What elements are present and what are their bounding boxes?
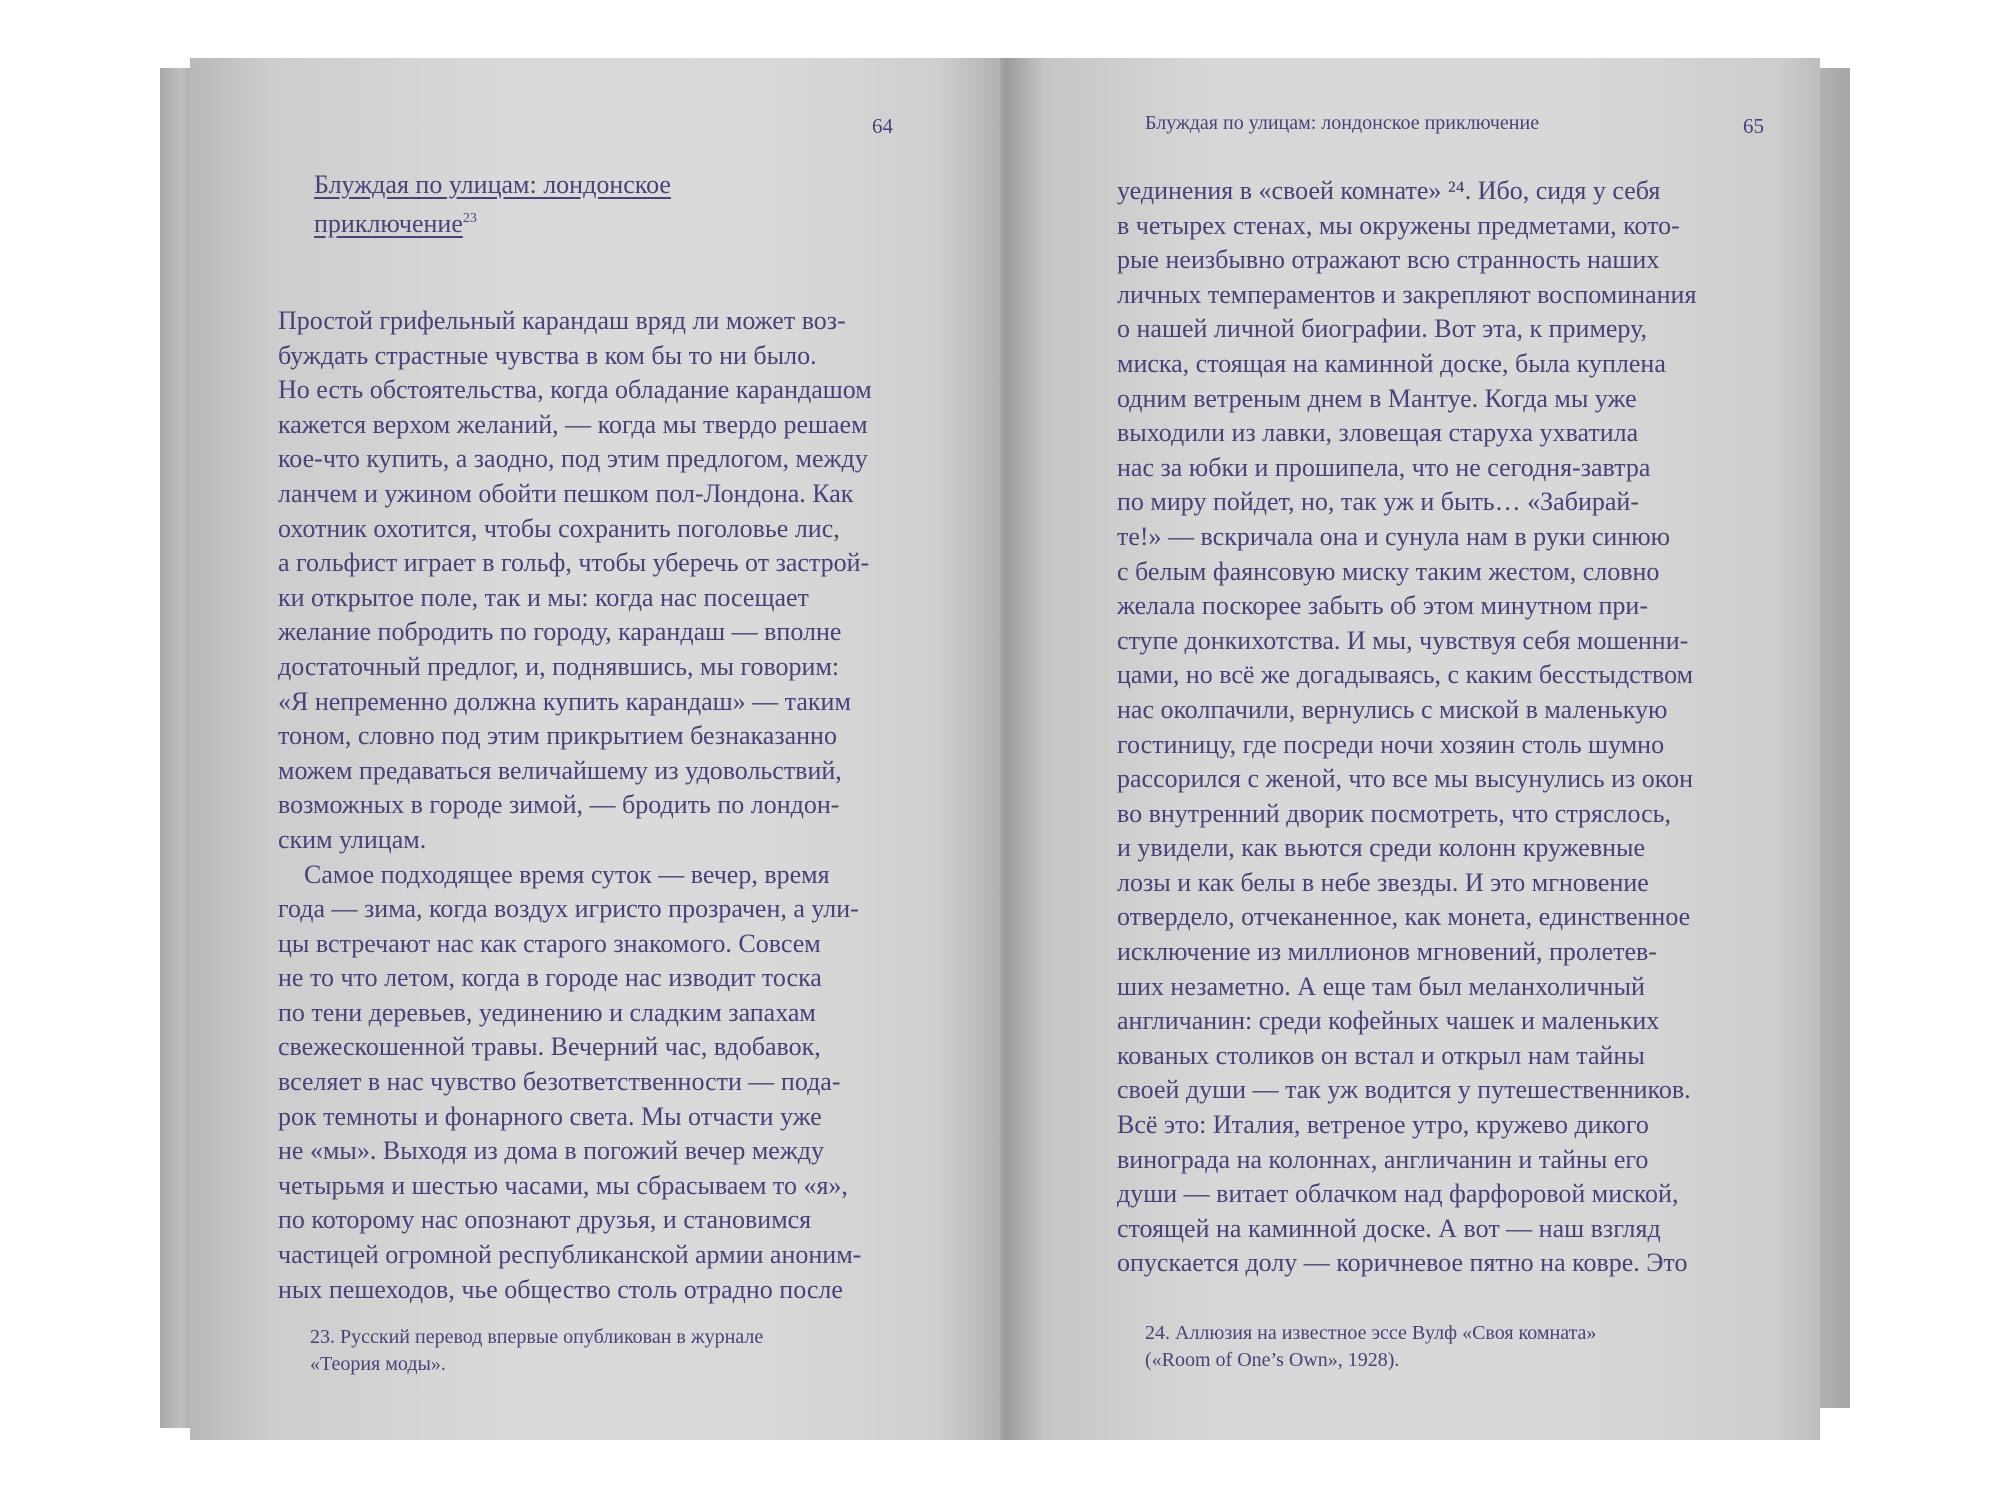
body-line: по которому нас опознают друзья, и становимся <box>278 1205 812 1235</box>
body-line: личных темпераментов и закрепляют воспоминания <box>1117 279 1697 309</box>
body-line: не то что летом, когда в городе нас изводит тоска <box>278 963 822 993</box>
body-line: исключение из миллионов мгновений, пролетев- <box>1117 937 1657 967</box>
footnote-line: 23. Русский перевод впервые опубликован в журнале <box>310 1326 764 1348</box>
body-line: опускается долу — коричневое пятно на ковре. Это <box>1117 1248 1688 1278</box>
body-line: по тени деревьев, уединению и сладким запахам <box>278 997 816 1027</box>
body-line: четырьмя и шестью часами, мы сбрасываем то «я», <box>278 1170 848 1200</box>
footnote-line: («Room of One’s Own», 1928). <box>1145 1349 1400 1371</box>
body-line: «Я непременно должна купить карандаш» — таким <box>278 686 851 716</box>
body-line: рассорился с женой, что все мы высунулись из окон <box>1117 764 1693 794</box>
body-line: тоном, словно под этим прикрытием безнаказанно <box>278 721 837 751</box>
body-line: а гольфист играет в гольф, чтобы уберечь от застрой- <box>278 548 870 578</box>
body-line: кажется верхом желаний, — когда мы твердо решаем <box>278 409 868 439</box>
body-line: и увидели, как вьются среди колонн кружевные <box>1117 833 1646 863</box>
footnote-ref-23: 23 <box>462 211 477 226</box>
footnote-line: 24. Аллюзия на известное эссе Вулф «Своя комната» <box>1145 1322 1597 1344</box>
body-line: нас за юбки и прошипела, что не сегодня-завтра <box>1117 452 1651 482</box>
body-line: вселяет в нас чувство безответственности — пода- <box>278 1067 841 1097</box>
body-line: ших незаметно. А еще там был меланхоличный <box>1117 971 1645 1001</box>
body-line: ланчем и ужином обойти пешком пол-Лондона. Как <box>278 478 854 508</box>
body-line: с белым фаянсовую миску таким жестом, словно <box>1117 556 1660 586</box>
body-line: не «мы». Выходя из дома в погожий вечер между <box>278 1136 825 1166</box>
body-line: Самое подходящее время суток — вечер, время <box>278 859 830 889</box>
body-line: Но есть обстоятельства, когда обладание карандашом <box>278 375 872 405</box>
body-line: одним ветреным днем в Мантуе. Когда мы уже <box>1117 383 1637 413</box>
body-line: во внутренний дворик посмотреть, что стряслось, <box>1117 798 1672 828</box>
open-book <box>160 58 1850 1440</box>
body-line: нас околпачили, вернулись с миской в маленькую <box>1117 694 1668 724</box>
chapter-title-line-1: Блуждая по улицам: лондонское <box>314 170 671 199</box>
body-line: желание побродить по городу, карандаш — вполне <box>278 617 842 647</box>
body-line: рые неизбывно отражают всю странность наших <box>1117 245 1660 275</box>
body-line: желала поскорее забыть об этом минутном при- <box>1117 591 1649 621</box>
footnote-24 <box>1145 1320 1596 1374</box>
body-line: гостиницу, где посреди ночи хозяин столь шумно <box>1117 729 1665 759</box>
right-body-text <box>1117 174 1696 1281</box>
page-number-left: 64 <box>872 114 893 138</box>
body-line: души — витает облачком над фарфоровой миской, <box>1117 1179 1679 1209</box>
left-body-text <box>278 304 872 1307</box>
body-line: возможных в городе зимой, — бродить по лондон- <box>278 790 840 820</box>
chapter-title-line-2: приключение <box>314 208 463 238</box>
body-line: о нашей личной биографии. Вот эта, к примеру, <box>1117 314 1647 344</box>
body-line: ных пешеходов, чье общество столь отрадно после <box>278 1274 843 1304</box>
body-line: выходили из лавки, зловещая старуха ухватила <box>1117 418 1639 448</box>
body-line: лозы и как белы в небе звезды. И это мгновение <box>1117 867 1649 897</box>
body-line: кое-что купить, а заодно, под этим предлогом, между <box>278 444 868 474</box>
page-number-right: 65 <box>1743 114 1764 138</box>
body-line: ки открытое поле, так и мы: когда нас посещает <box>278 582 809 612</box>
running-head: Блуждая по улицам: лондонское приключение <box>1145 112 1540 134</box>
footnote-23 <box>310 1324 763 1378</box>
body-line: ступе донкихотства. И мы, чувствуя себя мошенни- <box>1117 625 1689 655</box>
body-line: цами, но всё же догадываясь, с каким бесстыдством <box>1117 660 1694 690</box>
body-line: уединения в «своей комнате» ²⁴. Ибо, сидя у себя <box>1117 176 1661 205</box>
right-page <box>1005 58 1820 1440</box>
body-line: достаточный предлог, и, поднявшись, мы говорим: <box>278 651 840 681</box>
body-line: англичанин: среди кофейных чашек и маленьких <box>1117 1006 1660 1036</box>
body-line: цы встречают нас как старого знакомого. Совсем <box>278 928 821 958</box>
chapter-title <box>278 168 671 241</box>
page-edges-left <box>160 68 194 1428</box>
body-line: в четырех стенах, мы окружены предметами, кото- <box>1117 210 1680 240</box>
body-line: винограда на колоннах, англичанин и тайны его <box>1117 1144 1649 1174</box>
body-line: буждать страстные чувства в ком бы то ни было. <box>278 340 817 370</box>
body-line: года — зима, когда воздух игристо прозрачен, а ули- <box>278 894 859 924</box>
body-line: Всё это: Италия, ветреное утро, кружево дикого <box>1117 1110 1649 1140</box>
body-line: миска, стоящая на каминной доске, была куплена <box>1117 348 1666 378</box>
body-line: рок темноты и фонарного света. Мы отчасти уже <box>278 1101 822 1131</box>
body-line: можем предаваться величайшему из удовольствий, <box>278 755 842 785</box>
page-edges-right <box>1816 68 1850 1408</box>
body-line: своей души — так уж водится у путешественников. <box>1117 1075 1691 1105</box>
body-line: по миру пойдет, но, так уж и быть… «Забирай- <box>1117 487 1639 517</box>
body-line: стоящей на каминной доске. А вот — наш взгляд <box>1117 1213 1661 1243</box>
body-line: охотник охотится, чтобы сохранить поголовье лис, <box>278 513 840 543</box>
body-line: отвердело, отчеканенное, как монета, единственное <box>1117 902 1691 932</box>
body-line: те!» — вскричала она и сунула нам в руки синюю <box>1117 521 1671 551</box>
footnote-line: «Теория моды». <box>310 1353 446 1375</box>
body-line: ским улицам. <box>278 824 427 854</box>
body-line: Простой грифельный карандаш вряд ли может воз- <box>278 306 846 335</box>
body-line: свежескошенной травы. Вечерний час, вдобавок, <box>278 1032 821 1062</box>
left-page <box>190 58 1020 1440</box>
body-line: частицей огромной республиканской армии аноним- <box>278 1240 862 1270</box>
body-line: кованых столиков он встал и открыл нам тайны <box>1117 1040 1645 1070</box>
